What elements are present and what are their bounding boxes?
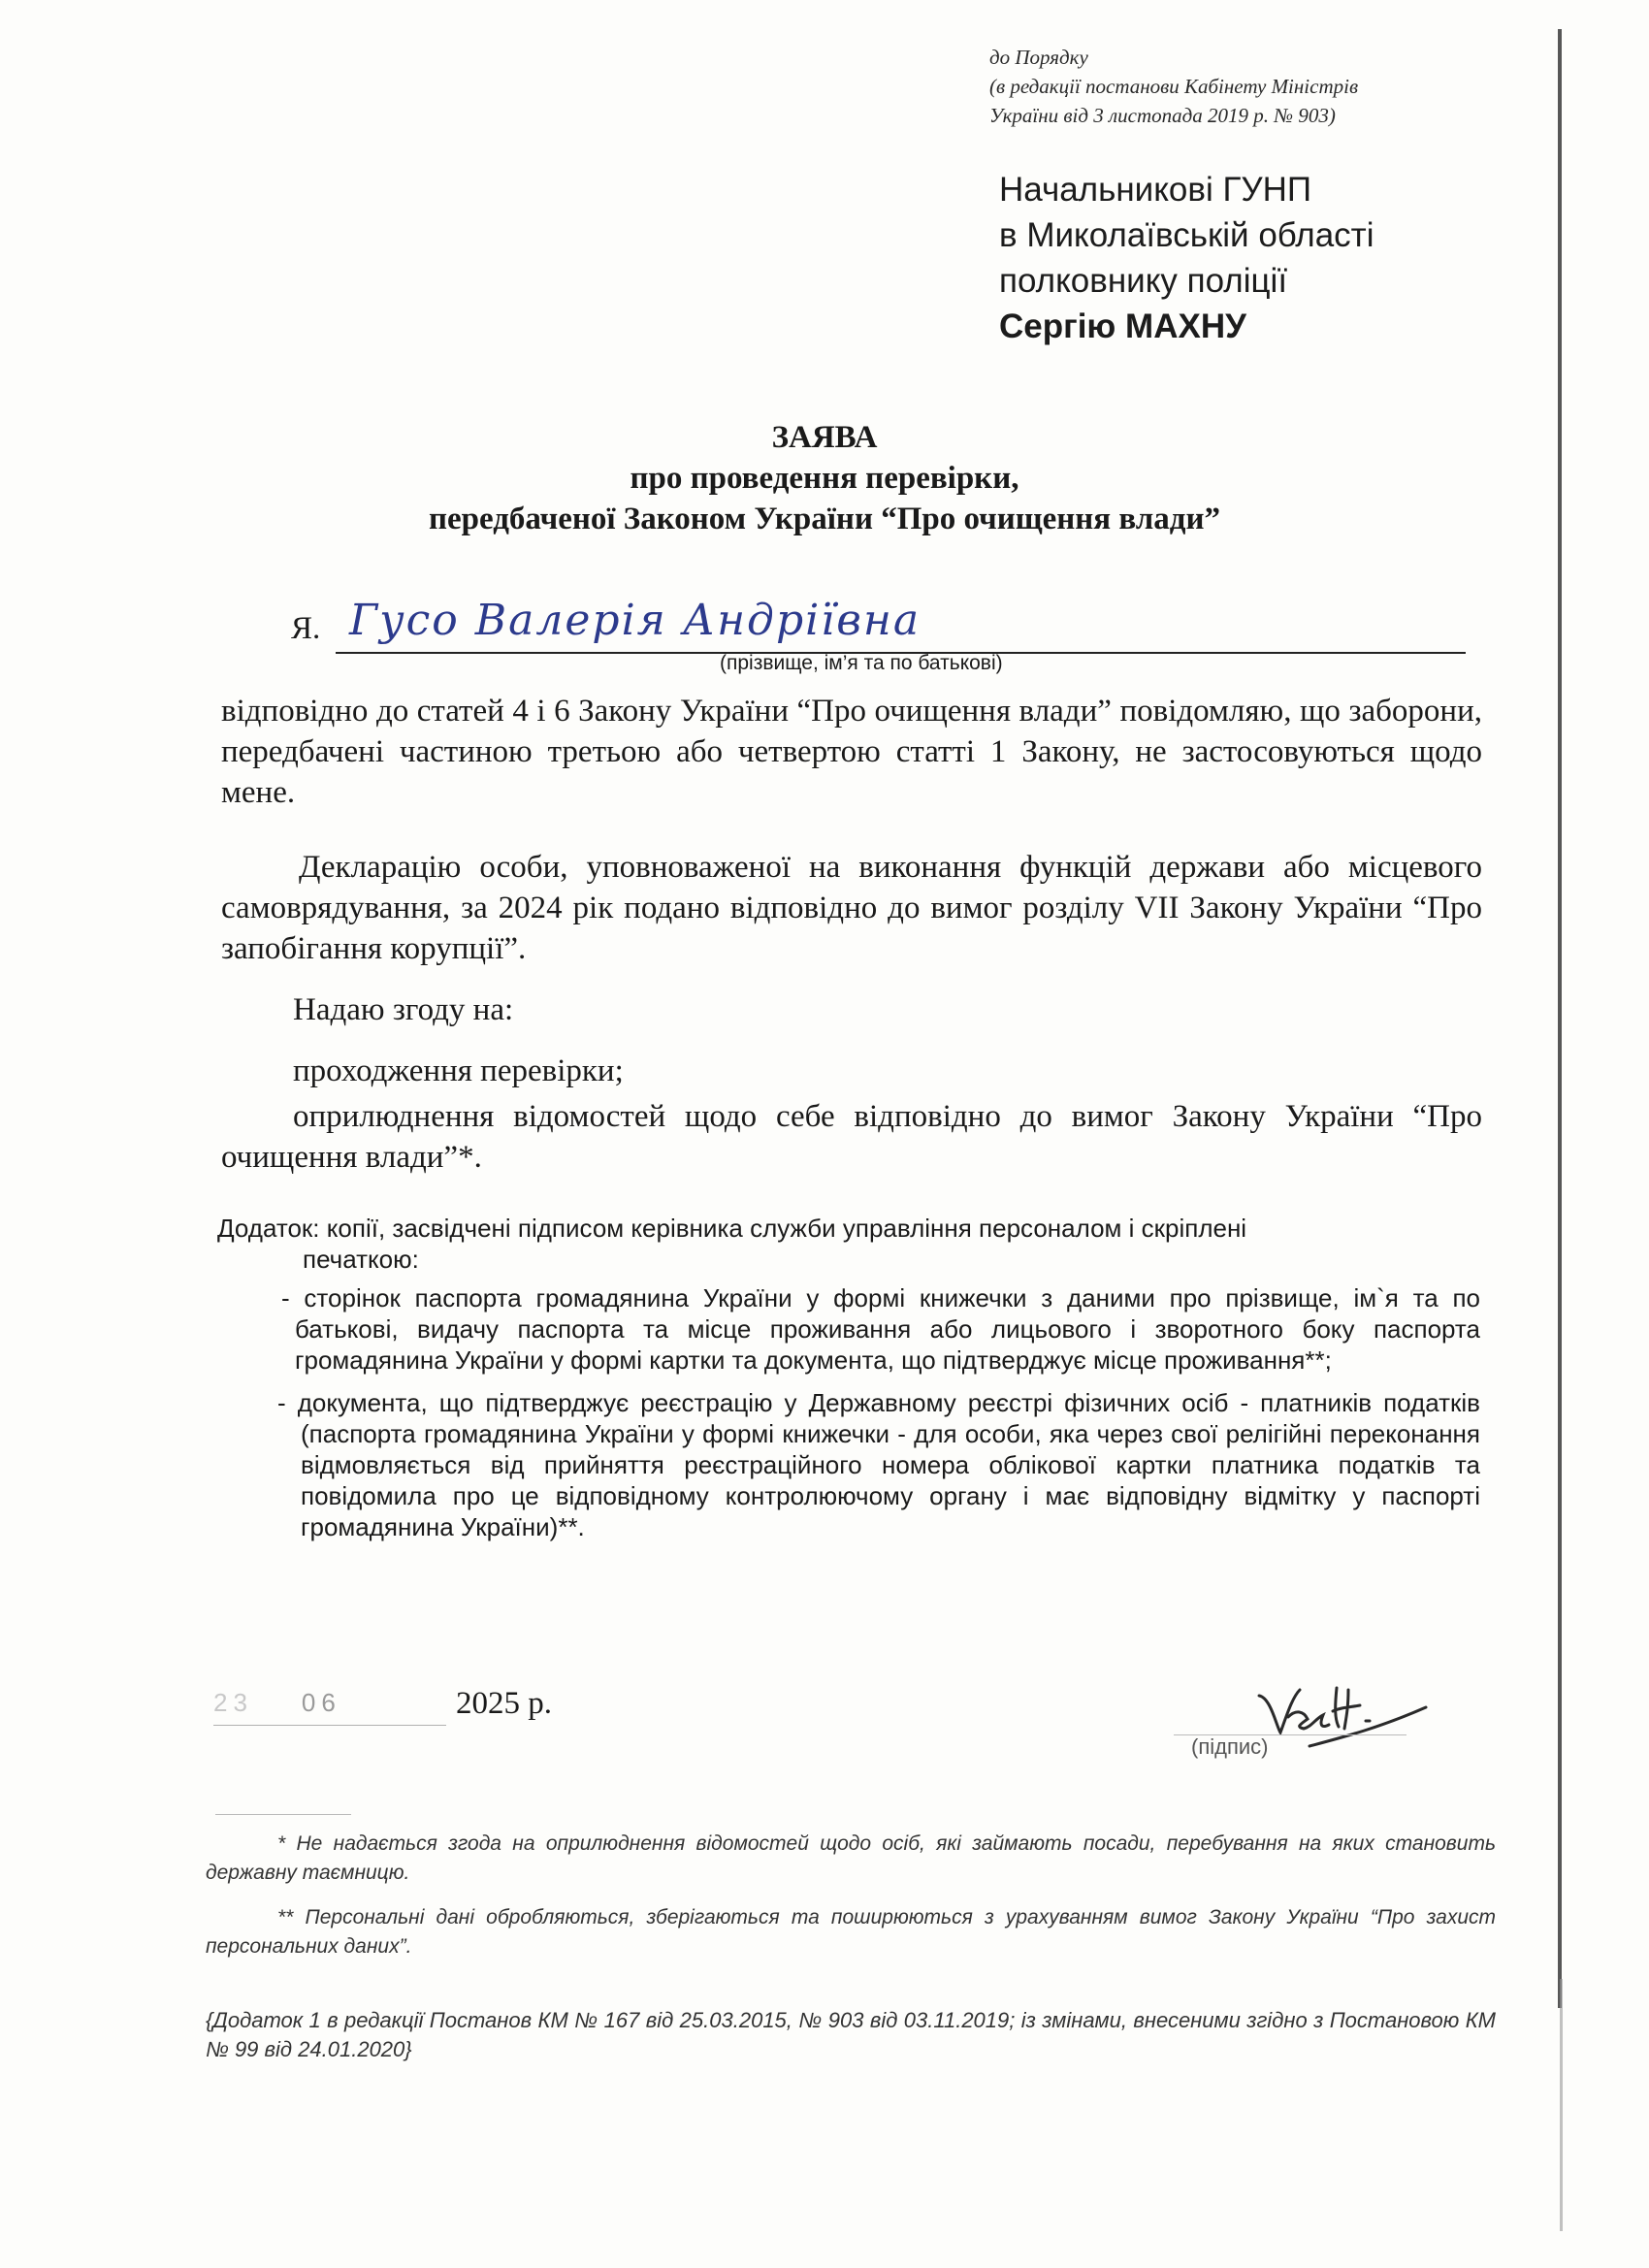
footnote-rule bbox=[215, 1814, 351, 1815]
addressee-line: полковнику поліції bbox=[999, 262, 1288, 300]
appendix-item: - сторінок паспорта громадянина України у формі книжечки з даними про прізвище, ім`я та по батькові, видачу паспорта та місце проживання або лицьового і зворотного боку паспорта громадянина України у формі картки та документа, що підтверджує місце проживання**; bbox=[281, 1283, 1480, 1375]
appendix-heading-cont: печаткою: bbox=[303, 1245, 419, 1274]
handwritten-applicant-name: Гусо Валерія Андріївна bbox=[349, 596, 922, 645]
footnote: * Не надається згода на оприлюднення відомостей щодо осіб, які займають посади, перебування на яких становить державну таємницю. bbox=[206, 1832, 1496, 1884]
scan-edge-line bbox=[1558, 29, 1562, 2008]
body-paragraph: проходження перевірки; bbox=[293, 1053, 624, 1088]
addressee-name: Сергію МАХНУ bbox=[999, 308, 1246, 345]
date-row bbox=[213, 1686, 601, 1734]
scan-edge-line bbox=[1560, 1979, 1563, 2231]
addressee-line: в Миколаївській області bbox=[999, 216, 1374, 254]
applicant-prefix: Я. bbox=[291, 611, 321, 646]
header-note-line: України від 3 листопада 2019 р. № 903) bbox=[989, 104, 1336, 127]
appendix-block bbox=[217, 1213, 1480, 1542]
appendix-heading-text: Додаток: копії, засвідчені підписом керівника служби управління персоналом і скріплені bbox=[217, 1214, 1247, 1243]
header-note-line: до Порядку bbox=[989, 46, 1088, 69]
body-paragraph: відповідно до статей 4 і 6 Закону України “Про очищення влади” повідомляю, що заборони, передбачені частиною третьою або четвертою статті 1 Закону, не застосовуються щодо мене. bbox=[221, 694, 1482, 810]
title-line: ЗАЯВА bbox=[771, 420, 878, 455]
signature-label: (підпис) bbox=[1191, 1734, 1269, 1759]
document-title bbox=[194, 417, 1455, 539]
header-note-line: (в редакції постанови Кабінету Міністрів bbox=[989, 75, 1359, 98]
header-note bbox=[989, 43, 1533, 130]
addressee-block bbox=[999, 167, 1504, 349]
date-day: 23 bbox=[213, 1688, 253, 1717]
addressee-line: Начальникові ГУНП bbox=[999, 171, 1312, 209]
body-paragraph: оприлюднення відомостей щодо себе відповідно до вимог Закону України “Про очищення влади”*. bbox=[221, 1099, 1482, 1175]
title-line: про проведення перевірки, bbox=[630, 461, 1019, 496]
appendix-item: - документа, що підтверджує реєстрацію у Державному реєстрі фізичних осіб - платників податків (паспорта громадянина України у формі книжечки - для особи, яка через свої релігійні переконання відмовляється від прийняття реєстраційного номера облікової картки платника податків та повідомила про це відповідному контролюючому органу і має відповідну відмітку у паспорті громадянина України)**. bbox=[277, 1388, 1480, 1541]
date-month: 06 bbox=[301, 1688, 341, 1717]
title-line: передбаченої Законом України “Про очищення влади” bbox=[428, 502, 1220, 536]
date-year: 2025 р. bbox=[456, 1686, 552, 1721]
body-paragraph: Надаю згоду на: bbox=[293, 992, 514, 1027]
edition-note: {Додаток 1 в редакції Постанов КМ № 167 від 25.03.2015, № 903 від 03.11.2019; із змінами, внесеними згідно з Постановою КМ № 99 від 24.01.2020} bbox=[206, 2008, 1496, 2061]
applicant-name-hint: (прізвище, ім’я та по батькові) bbox=[720, 652, 1003, 674]
date-day-month bbox=[213, 1688, 341, 1718]
appendix-heading bbox=[217, 1213, 1480, 1275]
footnote: ** Персональні дані обробляються, зберігаються та поширюються з урахуванням вимог Закону України “Про захист персональних даних”. bbox=[206, 1906, 1496, 1958]
body-paragraph: Декларацію особи, уповноваженої на виконання функцій держави або місцевого самоврядування, за 2024 рік подано відповідно до вимог розділу VII Закону України “Про запобігання корупції”. bbox=[221, 850, 1482, 966]
date-underline bbox=[213, 1725, 446, 1726]
